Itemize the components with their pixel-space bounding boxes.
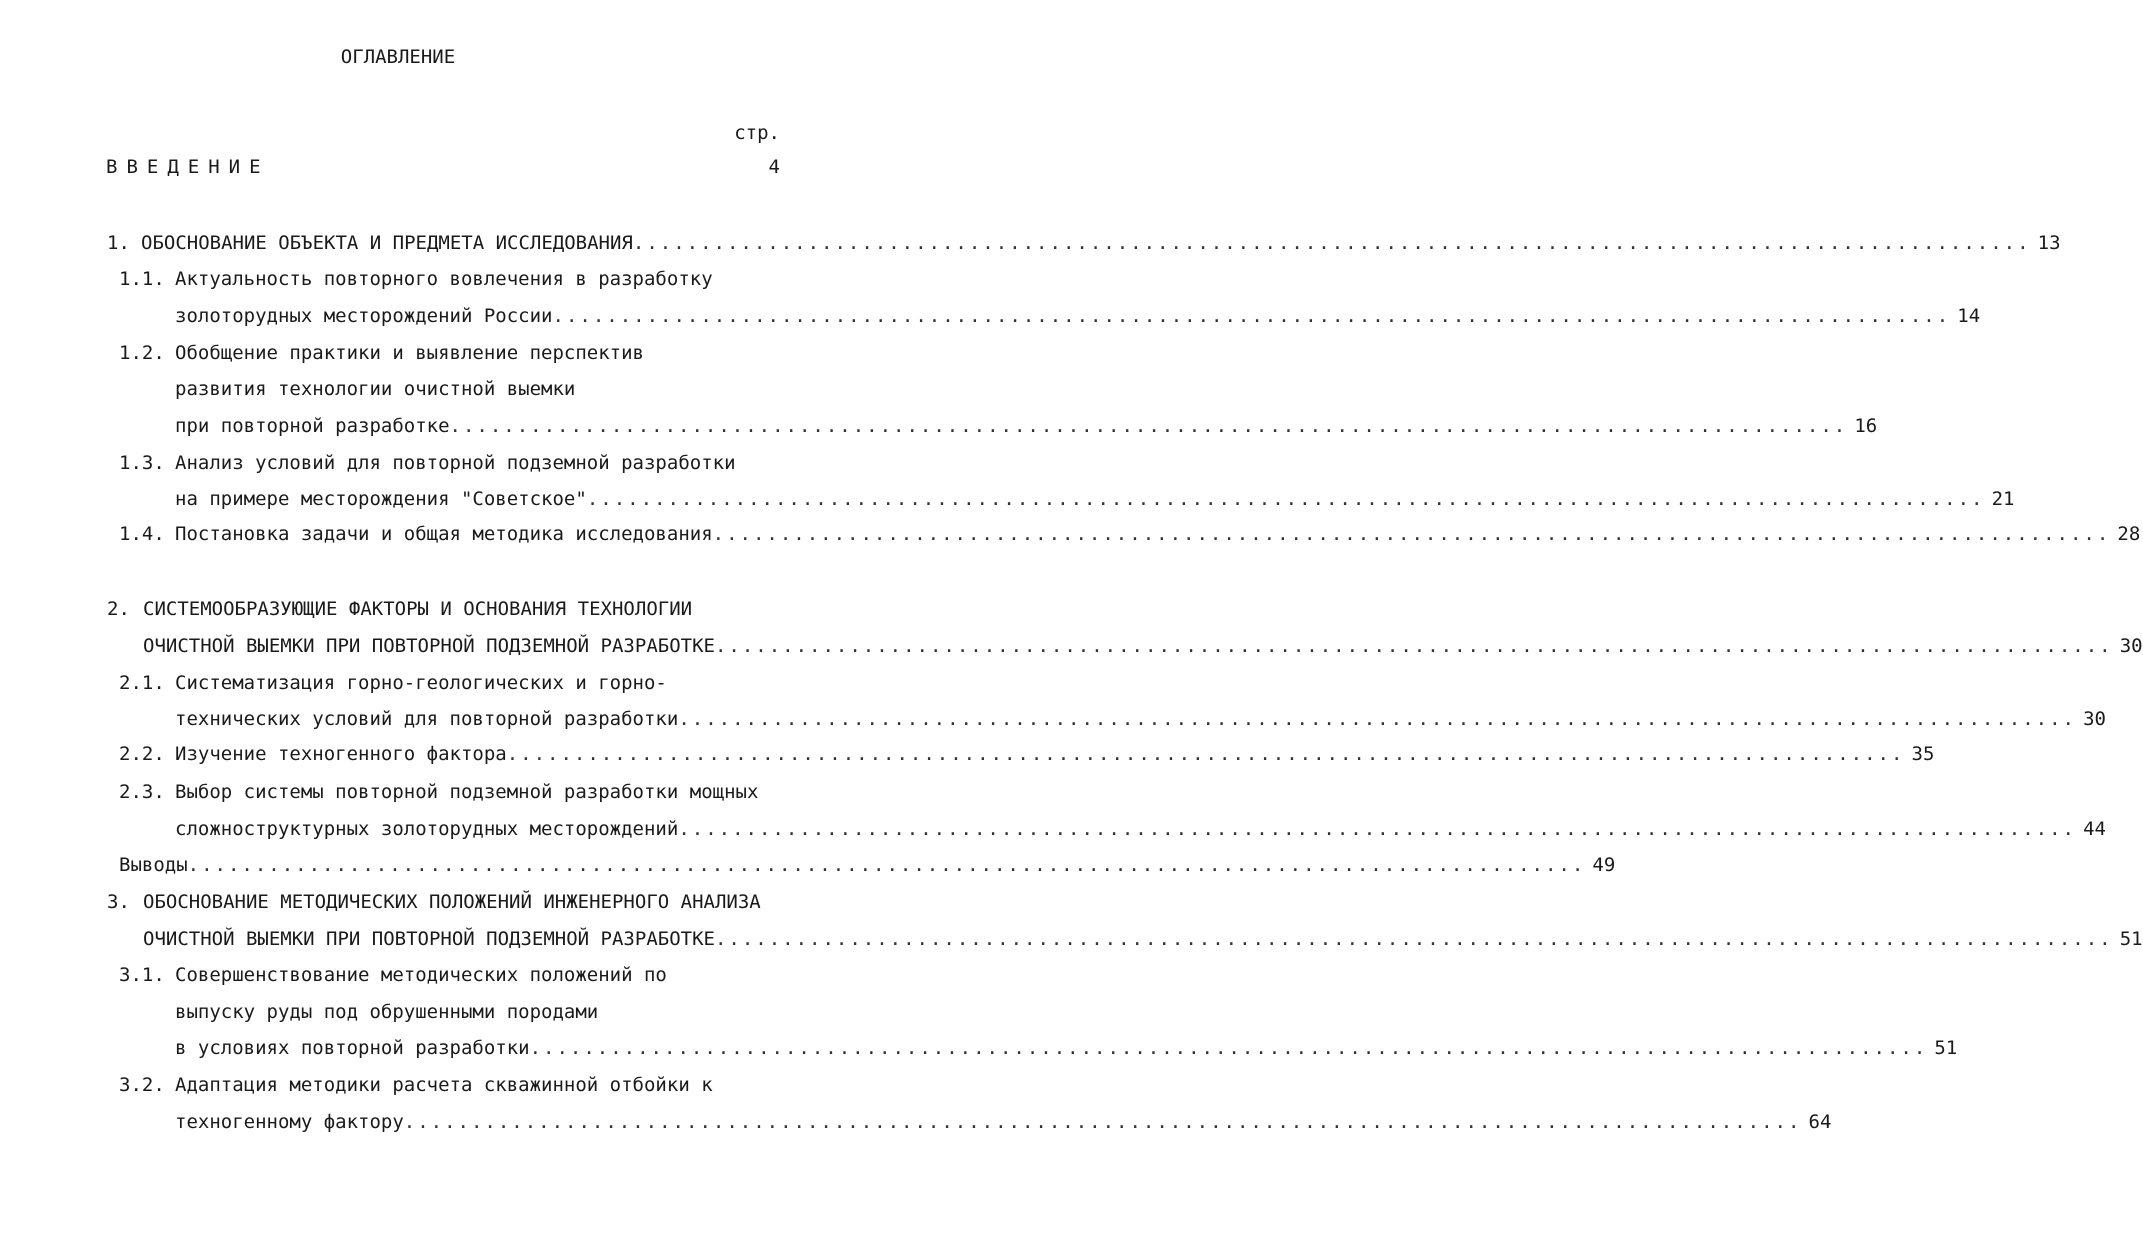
leader-dots: ........................................................................................................ — [586, 488, 1985, 510]
entry-page-number: 14 — [1957, 305, 1981, 327]
entry-page-number: 49 — [1592, 854, 1616, 876]
toc-entry-1-3-line-1 — [119, 449, 736, 477]
toc-entry-conclusions — [119, 851, 1616, 879]
toc-entry-2-3-line-2 — [175, 815, 2106, 843]
entry-text: сложноструктурных золоторудных месторождений — [175, 818, 679, 840]
entry-number: 3. — [107, 891, 130, 913]
leader-dots: ........................................................................................................ — [506, 743, 1905, 765]
leader-dots: ........................................................................................................ — [678, 818, 2076, 840]
entry-page-number: 35 — [1911, 743, 1935, 765]
toc-entry-3-2-line-1 — [119, 1071, 713, 1099]
entry-text: Обобщение практики и выявление перспектив — [175, 342, 644, 364]
entry-text: на примере месторождения "Советское" — [175, 488, 587, 510]
entry-page-number: 51 — [2119, 928, 2143, 950]
entry-text: СИСТЕМООБРАЗУЮЩИЕ ФАКТОРЫ И ОСНОВАНИЯ ТЕХНОЛОГИИ — [143, 598, 693, 620]
toc-entry-2-line-2 — [143, 632, 2143, 660]
entry-number: 1.1. — [119, 268, 165, 290]
entry-text: Постановка задачи и общая методика исследования — [175, 523, 713, 545]
leader-dots: ........................................................................................................ — [187, 854, 1586, 876]
leader-dots: ........................................................................................................ — [678, 708, 2076, 730]
toc-entry-1 — [107, 229, 2061, 257]
entry-text: золоторудных месторождений России — [175, 305, 553, 327]
entry-text: в условиях повторной разработки — [175, 1037, 530, 1059]
entry-text: при повторной разработке — [175, 415, 450, 437]
entry-number: 2.1. — [119, 672, 165, 694]
toc-entry-3-1-line-3 — [175, 1034, 1958, 1062]
leader-dots: ........................................................................................................ — [714, 928, 2113, 950]
toc-entry-1-4 — [119, 520, 2141, 548]
toc-entry-3-1-line-1 — [119, 961, 667, 989]
intro-page-number: 4 — [768, 156, 780, 178]
entry-text: Адаптация методики расчета скважинной отбойки к — [175, 1074, 713, 1096]
entry-page-number: 21 — [1991, 488, 2015, 510]
entry-page-number: 30 — [2119, 635, 2143, 657]
leader-dots: ........................................................................................................ — [449, 415, 1848, 437]
entry-text: техногенному фактору — [175, 1111, 404, 1133]
entry-number: 1.3. — [119, 452, 165, 474]
entry-number: 2. — [107, 598, 130, 620]
leader-dots: ........................................................................................................ — [712, 523, 2111, 545]
toc-entry-3-2-line-2 — [175, 1108, 1832, 1136]
entry-text: Актуальность повторного вовлечения в разработку — [175, 268, 713, 290]
entry-number: 1.4. — [119, 523, 165, 545]
entry-text: выпуску руды под обрушенными породами — [175, 1001, 599, 1023]
leader-dots: ........................................................................................................ — [529, 1037, 1928, 1059]
entry-number: 1. — [107, 232, 130, 254]
toc-entry-2-2 — [119, 740, 1935, 768]
entry-text: Выводы — [119, 854, 188, 876]
entry-text: Систематизация горно-геологических и горно- — [175, 672, 667, 694]
entry-text: ОБОСНОВАНИЕ МЕТОДИЧЕСКИХ ПОЛОЖЕНИЙ ИНЖЕНЕРНОГО АНАЛИЗА — [143, 891, 761, 913]
entry-text: Изучение техногенного фактора — [175, 743, 507, 765]
entry-text: ОБОСНОВАНИЕ ОБЪЕКТА И ПРЕДМЕТА ИССЛЕДОВАНИЯ — [141, 232, 633, 254]
toc-entry-2-1-line-2 — [175, 705, 2106, 733]
leader-dots: ........................................................................................................ — [632, 232, 2031, 254]
entry-page-number: 30 — [2083, 708, 2106, 730]
toc-entry-2-3-line-1 — [119, 778, 758, 806]
toc-entry-3-1-line-2 — [175, 998, 598, 1026]
entry-number: 2.2. — [119, 743, 165, 765]
entry-number: 1.2. — [119, 342, 165, 364]
entry-page-number: 13 — [2037, 232, 2061, 254]
intro-label: ВВЕДЕНИЕ — [106, 156, 270, 178]
entry-text: ОЧИСТНОЙ ВЫЕМКИ ПРИ ПОВТОРНОЙ ПОДЗЕМНОЙ РАЗРАБОТКЕ — [143, 928, 715, 950]
leader-dots: ........................................................................................................ — [714, 635, 2113, 657]
leader-dots: ........................................................................................................ — [552, 305, 1951, 327]
toc-title: ОГЛАВЛЕНИЕ — [340, 46, 456, 68]
entry-number: 3.1. — [119, 964, 165, 986]
toc-entry-2-line-1 — [107, 595, 692, 623]
entry-page-number: 64 — [1808, 1111, 1832, 1133]
entry-text: Совершенствование методических положений по — [175, 964, 667, 986]
page-column-header: стр. — [734, 122, 780, 144]
entry-page-number: 16 — [1854, 415, 1878, 437]
entry-number: 2.3. — [119, 781, 165, 803]
toc-entry-1-1-line-1 — [119, 265, 713, 293]
entry-page-number: 44 — [2083, 818, 2106, 840]
toc-entry-1-1-line-2 — [175, 302, 1981, 330]
entry-text: ОЧИСТНОЙ ВЫЕМКИ ПРИ ПОВТОРНОЙ ПОДЗЕМНОЙ РАЗРАБОТКЕ — [143, 635, 715, 657]
entry-text: Анализ условий для повторной подземной разработки — [175, 452, 736, 474]
entry-text: технических условий для повторной разработки — [175, 708, 679, 730]
toc-entry-1-3-line-2 — [175, 485, 2015, 513]
entry-text: Выбор системы повторной подземной разработки мощных — [175, 781, 759, 803]
toc-entry-3-line-1 — [107, 888, 761, 916]
toc-entry-1-2-line-2 — [175, 375, 575, 403]
toc-entry-1-2-line-3 — [175, 412, 1878, 440]
entry-page-number: 28 — [2117, 523, 2141, 545]
entry-page-number: 51 — [1934, 1037, 1958, 1059]
toc-entry-3-line-2 — [143, 925, 2143, 953]
toc-entry-2-1-line-1 — [119, 669, 667, 697]
entry-text: развития технологии очистной выемки — [175, 378, 576, 400]
leader-dots: ........................................................................................................ — [403, 1111, 1802, 1133]
entry-number: 3.2. — [119, 1074, 165, 1096]
toc-entry-1-2-line-1 — [119, 339, 644, 367]
